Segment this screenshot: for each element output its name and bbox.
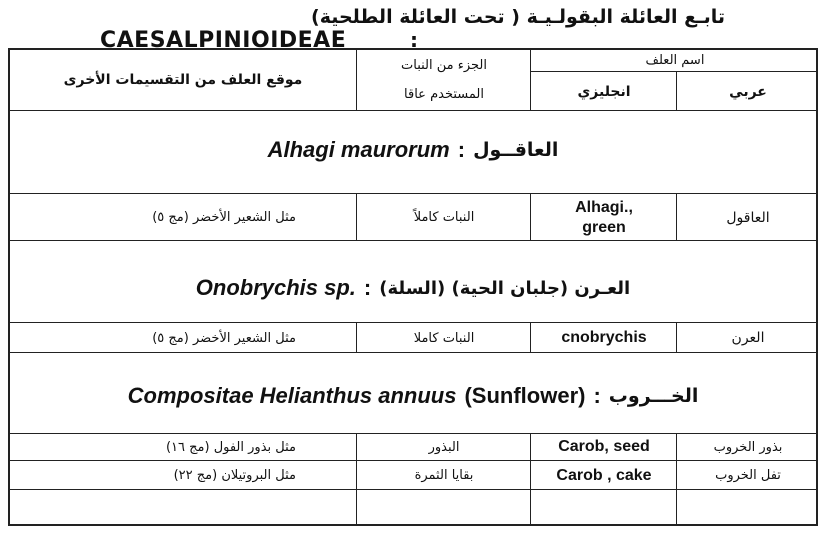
row-col-line — [676, 433, 677, 526]
header-arabic: عربي — [729, 83, 767, 100]
row-line — [8, 193, 818, 194]
banner-arabic: العاقــول — [473, 139, 559, 161]
cell-other-class: مثل الشعير الأخضر (مج ٥) — [152, 330, 296, 346]
row-col-line — [676, 193, 677, 240]
banner-plain: (Sunflower) — [464, 383, 586, 408]
cell-english-name: Carob , cake — [556, 466, 652, 484]
row-col-line — [356, 322, 357, 352]
cell-english-name: cnobrychis — [561, 329, 647, 346]
cell-english-name: Carob, seed — [558, 438, 650, 455]
cell-arabic-name: بذور الخروب — [713, 439, 783, 455]
row-col-line — [530, 193, 531, 240]
banner-latin: Compositae Helianthus annuus — [127, 383, 457, 408]
banner-latin: Alhagi maurorum — [267, 137, 450, 162]
title-colon: : — [410, 28, 418, 52]
banner-arabic: العـرن (جلبان الحية) (السلة) — [379, 277, 631, 299]
page-title — [100, 6, 725, 53]
cell-arabic-name: تفل الخروب — [715, 468, 781, 483]
row-col-line — [356, 433, 357, 526]
header-subdivider — [530, 71, 818, 72]
row-line — [8, 489, 818, 490]
row-line — [8, 240, 818, 241]
cell-english-name: Alhagi., green — [575, 198, 633, 236]
row-col-line — [356, 193, 357, 240]
header-col-line-3 — [676, 71, 677, 110]
header-english: انجليزي — [577, 83, 631, 100]
header-feed-name: اسم العلف — [645, 52, 705, 68]
section-banner-alhagi — [10, 130, 816, 170]
cell-arabic-name: العرن — [731, 330, 765, 346]
header-col-line-2 — [530, 48, 531, 110]
row-line — [8, 460, 818, 461]
row-line — [8, 352, 818, 353]
header-bottom-line — [8, 110, 818, 111]
row-col-line — [676, 322, 677, 352]
banner-arabic: الخـــروب — [608, 385, 699, 407]
title-latin: CAESALPINIOIDEAE — [100, 28, 347, 53]
banner-latin: Onobrychis sp. — [195, 275, 356, 300]
cell-plant-part: البذور — [428, 439, 460, 455]
cell-plant-part: النبات كاملا — [413, 330, 475, 346]
cell-other-class: مثل البروتيلان (مج ٢٢) — [173, 468, 296, 483]
header-col-line-1 — [356, 48, 357, 110]
row-line — [8, 322, 818, 323]
banner-sep: : — [363, 275, 372, 300]
title-arabic: تابـع العائلة البقولـيـة ( تحت العائلة الطلحية) — [311, 6, 725, 28]
cell-plant-part: بقايا الثمرة — [414, 468, 474, 483]
header-plant-part-1: الجزء من النبات — [401, 57, 487, 73]
header-plant-part-2: المستخدم عاقا — [404, 86, 484, 102]
section-banner-onobrychis — [10, 268, 816, 308]
cell-other-class: مثل بذور الفول (مج ١٦) — [165, 439, 296, 455]
row-col-line — [530, 322, 531, 352]
header-other-classes: موقع العلف من التقسيمات الأخرى — [63, 72, 303, 88]
banner-sep: : — [457, 137, 466, 162]
cell-other-class: مثل الشعير الأخضر (مج ٥) — [152, 210, 296, 225]
row-col-line — [530, 433, 531, 526]
section-banner-carob — [10, 376, 816, 416]
cell-arabic-name: العاقول — [726, 209, 770, 226]
banner-sep: : — [593, 383, 601, 408]
cell-plant-part: النبات كاملاً — [413, 210, 475, 225]
